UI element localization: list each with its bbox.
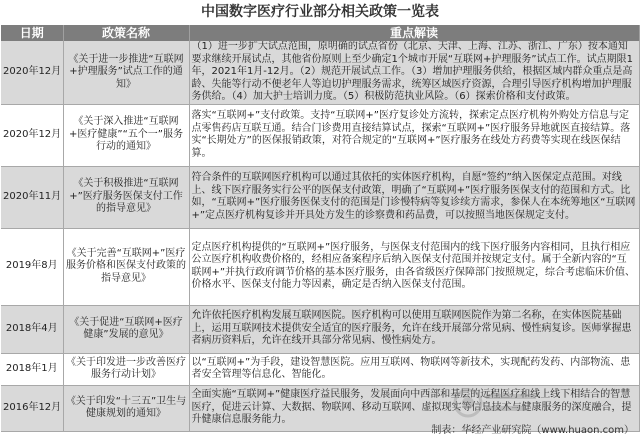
- row-interpretation: 允许依托医疗机构发展互联网医院。医疗机构可以使用互联网医院作为第二名称，在实体医院基础上，运用互联网技术提供安全适宜的医疗服务，允许在线开展部分常见病、慢性病复诊。医师掌握患者病历资料后，允许在线开具部分常见病、慢性病处方。: [189, 305, 639, 353]
- row-interpretation: 定点医疗机构提供的“互联网+”医疗服务，与医保支付范围内的线下医疗服务内容相同，且执行相应公立医疗机构收费价格的，经相应备案程序后纳入医保支付范围并按规定支付。属于全新内容的“互联网+”并执行政府调节价格的基本医疗服务，由各省级医疗保障部门按照规定，综合考虑临床价值、价格水平、医保支付能力等因素，确定是否纳入医保支付范围。: [189, 228, 639, 305]
- row-interpretation: 符合条件的互联网医疗机构可以通过其依托的实体医疗机构，自愿“签约”纳入医保定点范围。对线上、线下医疗服务实行公平的医保支付政策，明确了“互联网+”医疗服务医保支付的范围和方式。比如，“互联网+”医疗服务医保支付的范围是门诊慢特病等复诊续方需求，参保人在本统筹地区“互联网+”定点医疗机构复诊并开具处方发生的诊察费和药品费，可以按照当地医保规定支付。: [189, 166, 639, 228]
- row-policy-name: 《关于完善“互联网+”医疗服务价格和医保支付政策的指导意见》: [63, 228, 189, 305]
- table-title: 中国数字医疗行业部分相关政策一览表: [201, 4, 439, 20]
- watermark-logo-icon: [452, 384, 542, 422]
- table-row: [1, 228, 639, 305]
- row-interpretation: 落实“互联网+”支付政策。支持“互联网+”医疗复诊处方流转，探索定点医疗机构外购处方信息与定点零售药店互联互通。结合门诊费用直接结算试点，探索“互联网+”医疗服务异地就医直接结算。落实“长期处方”的医保报销政策，对符合规定的“互联网+”医疗服务在线处方药费等实现在线医保结算。: [189, 104, 639, 166]
- table-row: [1, 305, 639, 353]
- row-interpretation: 全面实施“互联网+”健康医疗益民服务，发展面向中西部和基层的远程医疗和线上线下相结合的智慧医疗，促进云计算、大数据、物联网、移动互联网、虚拟现实等信息技术与健康服务的深度融合，提升健康信息服务能力。: [189, 385, 639, 431]
- row-date: 2020年11月: [1, 166, 63, 228]
- policy-table: [1, 25, 640, 432]
- row-date: 2018年1月: [1, 353, 63, 385]
- row-policy-name: 《关于深入推进“互联网+医疗健康”“五个一”服务行动的通知》: [63, 104, 189, 166]
- row-date: 2018年4月: [1, 305, 63, 353]
- row-interpretation: （1）进一步扩大试点范围，原明确的试点省份（北京、天津、上海、江苏、浙江、广东）按本通知要求继续开展试点，其他省份原则上至少确定1个城市开展“互联网+护理服务”试点工作。试点期限1年，2021年1月-12月。（2）规范开展试点工作。（3）增加护理服务供给，根据区域内群众重点是高龄、失能等行动不便老年人等迫切护理服务需求，统筹区域医疗资源，合理引导医疗机构增加护理服务供给。（4）加大护士培训力度。（5）积极防范执业风险。（6）探索价格和支付政策。: [189, 41, 639, 104]
- table-row: [1, 166, 639, 228]
- row-policy-name: 《关于积极推进“互联网+”医疗服务医保支付工作的指导意见》: [63, 166, 189, 228]
- row-date: 2019年8月: [1, 228, 63, 305]
- table-row: [1, 353, 639, 385]
- row-policy-name: 《关于促进“互联网+医疗健康”发展的意见》: [63, 305, 189, 353]
- table-header-row: [1, 25, 639, 41]
- table-row: [1, 104, 639, 166]
- row-policy-name: 《关于印发“十三五”卫生与健康规划的通知》: [63, 385, 189, 431]
- row-date: 2020年12月: [1, 41, 63, 104]
- row-interpretation: 以“互联网+”为手段，建设智慧医院。应用互联网、物联网等新技术，实现配药发药、内部物流、患者安全管理等信息化、智能化。: [189, 353, 639, 385]
- header-policy-name: 政策名称: [63, 25, 189, 41]
- header-date: 日期: [1, 25, 63, 41]
- row-date: 2020年12月: [1, 104, 63, 166]
- row-policy-name: 《关于印发进一步改善医疗服务行动计划》: [63, 353, 189, 385]
- source-note: 制表：华经产业研究院（www.huaon.com）: [431, 425, 634, 436]
- row-date: 2016年12月: [1, 385, 63, 431]
- header-key-interpretation: 重点解读: [189, 25, 639, 41]
- table-row: [1, 41, 639, 104]
- row-policy-name: 《关于进一步推进“互联网+护理服务”试点工作的通知》: [63, 41, 189, 104]
